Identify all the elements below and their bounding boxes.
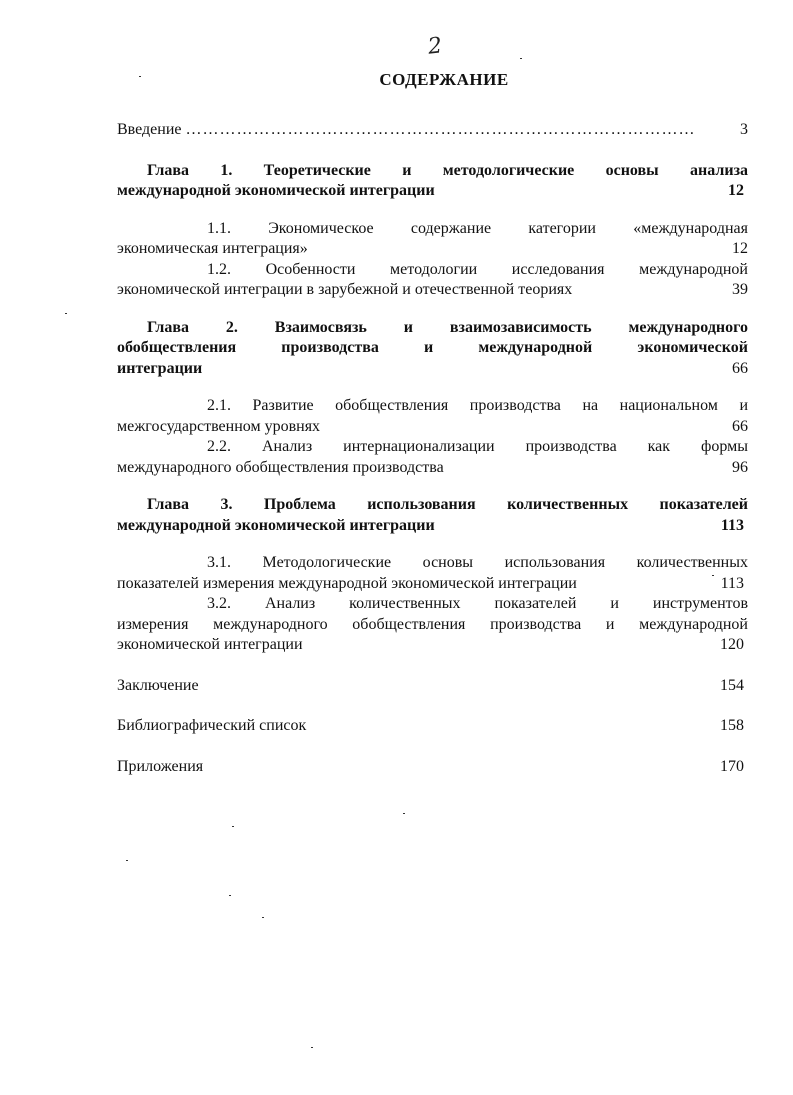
toc-page: 154 [720, 676, 744, 694]
toc-entry-chapter-2[interactable] [117, 318, 748, 380]
toc-entry-section-3-2[interactable] [117, 594, 748, 656]
scan-speck [520, 58, 522, 59]
toc-page: 113 [720, 516, 744, 534]
toc-entry-section-1-2[interactable] [117, 260, 748, 301]
toc-leader-dots: ……………………………………………………………………………… [185, 121, 696, 138]
toc-page: 96 [732, 458, 748, 476]
toc-label: интеграции [117, 359, 203, 377]
toc-entry-chapter-3[interactable] [117, 495, 748, 536]
toc-label: международной экономической интеграции [117, 182, 435, 199]
toc-entry-section-3-1[interactable] [117, 553, 748, 594]
scan-speck [403, 813, 405, 814]
scan-speck [65, 313, 67, 314]
toc-label: Введение [117, 121, 182, 138]
scan-speck [262, 917, 264, 918]
scan-speck [232, 826, 234, 827]
toc-label: международной экономической интеграции [117, 516, 435, 534]
toc-label: 3.1. Методологические основы использования количественных [207, 554, 748, 571]
toc-entry-conclusion[interactable] [117, 676, 748, 697]
toc-entry-section-1-1[interactable] [117, 219, 748, 260]
toc-label: Приложения [117, 757, 204, 775]
toc-label: Библиографический список [117, 717, 307, 734]
toc-label: международного обобществления производства [117, 458, 444, 476]
toc-page: 113 [720, 574, 744, 592]
toc-label: измерения международного обобществления производства и международной [117, 615, 748, 633]
toc-entry-intro[interactable] [117, 120, 748, 141]
toc-label: Глава 3. Проблема использования количественных показателей [147, 496, 748, 513]
toc-label: Глава 1. Теоретические и методологические основы анализа [147, 161, 748, 179]
toc-page: 158 [720, 717, 744, 734]
table-of-contents [117, 120, 748, 777]
toc-page: 170 [720, 757, 744, 775]
toc-label: Заключение [117, 676, 199, 694]
toc-label: 2.2. Анализ интернационализации производства как формы [207, 438, 748, 455]
scan-speck [139, 76, 141, 77]
toc-label: экономической интеграции [117, 636, 303, 653]
toc-label: 1.1. Экономическое содержание категории «международная [207, 219, 748, 237]
toc-label: экономической интеграции в зарубежной и отечественной теориях [117, 281, 573, 298]
toc-title: СОДЕРЖАНИЕ [379, 70, 509, 89]
scan-speck [311, 1047, 313, 1048]
toc-label: 3.2. Анализ количественных показателей и инструментов [207, 595, 748, 612]
toc-page: 12 [728, 182, 744, 199]
toc-label: Глава 2. Взаимосвязь и взаимозависимость международного [147, 318, 748, 336]
toc-entry-chapter-1[interactable] [117, 161, 748, 202]
toc-label: обобществления производства и международной экономической [117, 339, 748, 356]
toc-label: 1.2. Особенности методологии исследования международной [207, 260, 748, 278]
toc-page: 66 [732, 417, 748, 435]
toc-page: 12 [732, 240, 748, 257]
toc-entry-appendices[interactable] [117, 757, 748, 778]
toc-page: 66 [732, 359, 748, 377]
toc-label: межгосударственном уровнях [117, 417, 321, 435]
toc-entry-section-2-1[interactable] [117, 396, 748, 437]
toc-label: показателей измерения международной экономической интеграции [117, 574, 577, 592]
page-number: 2 [426, 33, 444, 60]
toc-label: экономическая интеграция» [117, 240, 308, 257]
toc-entry-section-2-2[interactable] [117, 437, 748, 478]
scan-speck [126, 860, 128, 861]
scan-speck [712, 575, 714, 576]
toc-label: 2.1. Развитие обобществления производства на национальном и [207, 397, 748, 414]
toc-page: 3 [740, 121, 748, 138]
toc-page: 120 [720, 636, 744, 653]
toc-page: 39 [732, 281, 748, 298]
scan-speck [229, 895, 231, 896]
toc-entry-bibliography[interactable] [117, 716, 748, 737]
